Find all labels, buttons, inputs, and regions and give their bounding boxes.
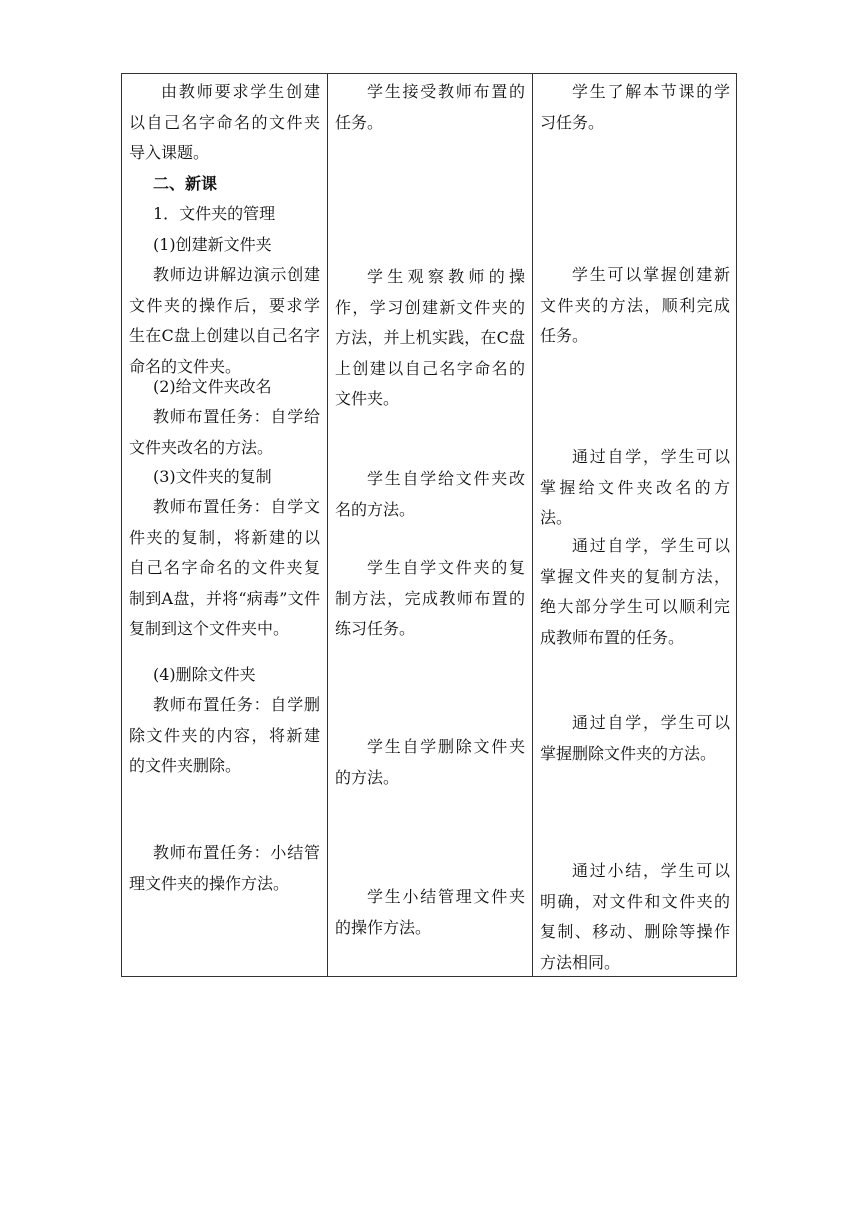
lesson-plan-table bbox=[121, 73, 737, 977]
student-accept-task-text: 学生接受教师布置的任务。 bbox=[335, 82, 525, 132]
teacher-summary-text: 教师布置任务：小结管理文件夹的操作方法。 bbox=[129, 843, 320, 893]
student-create-folder-text: 学生观察教师的操作，学习创建新文件夹的方法，并上机实践，在C盘上创建以自己名字命名的文件夹。 bbox=[335, 267, 525, 408]
teacher-copy-folder-text: 教师布置任务：自学文件夹的复制，将新建的以自己名字命名的文件夹复制到A盘，并将“病毒”文件复制到这个文件夹中。 bbox=[129, 497, 320, 638]
intent-delete-folder-text: 通过自学，学生可以掌握删除文件夹的方法。 bbox=[540, 713, 730, 763]
teacher-intro-text: 由教师要求学生创建以自己名字命名的文件夹导入课题。 bbox=[129, 82, 320, 162]
teacher-delete-folder-text: 教师布置任务：自学删除文件夹的内容，将新建的文件夹删除。 bbox=[129, 695, 320, 775]
student-rename-folder-text: 学生自学给文件夹改名的方法。 bbox=[335, 469, 525, 519]
student-copy-folder-text: 学生自学文件夹的复制方法，完成教师布置的练习任务。 bbox=[335, 558, 525, 638]
teacher-rename-folder-text: 教师布置任务：自学给文件夹改名的方法。 bbox=[129, 407, 320, 457]
step-heading-rename-folder: (2)给文件夹改名 bbox=[153, 377, 272, 396]
intent-learning-task-text: 学生了解本节课的学习任务。 bbox=[540, 82, 730, 132]
column-divider bbox=[532, 74, 533, 976]
intent-summary-text: 通过小结，学生可以明确，对文件和文件夹的复制、移动、删除等操作方法相同。 bbox=[540, 861, 730, 972]
teacher-create-folder-text: 教师边讲解边演示创建文件夹的操作后，要求学生在C盘上创建以自己名字命名的文件夹。 bbox=[129, 265, 320, 376]
student-delete-folder-text: 学生自学删除文件夹的方法。 bbox=[335, 737, 525, 787]
column-divider bbox=[327, 74, 328, 976]
step-heading-copy-folder: (3)文件夹的复制 bbox=[153, 467, 272, 486]
intent-rename-folder-text: 通过自学，学生可以掌握给文件夹改名的方法。 bbox=[540, 447, 730, 527]
intent-create-folder-text: 学生可以掌握创建新文件夹的方法，顺利完成任务。 bbox=[540, 265, 730, 345]
student-summary-text: 学生小结管理文件夹的操作方法。 bbox=[335, 887, 525, 937]
step-heading-delete-folder: (4)删除文件夹 bbox=[153, 665, 256, 684]
section-heading-new-lesson: 二、新课 bbox=[153, 174, 218, 193]
intent-copy-folder-text: 通过自学，学生可以掌握文件夹的复制方法，绝大部分学生可以顺利完成教师布置的任务。 bbox=[540, 536, 730, 647]
step-heading-create-folder: (1)创建新文件夹 bbox=[153, 235, 272, 254]
subsection-heading-folder-management: 1．文件夹的管理 bbox=[153, 204, 276, 223]
